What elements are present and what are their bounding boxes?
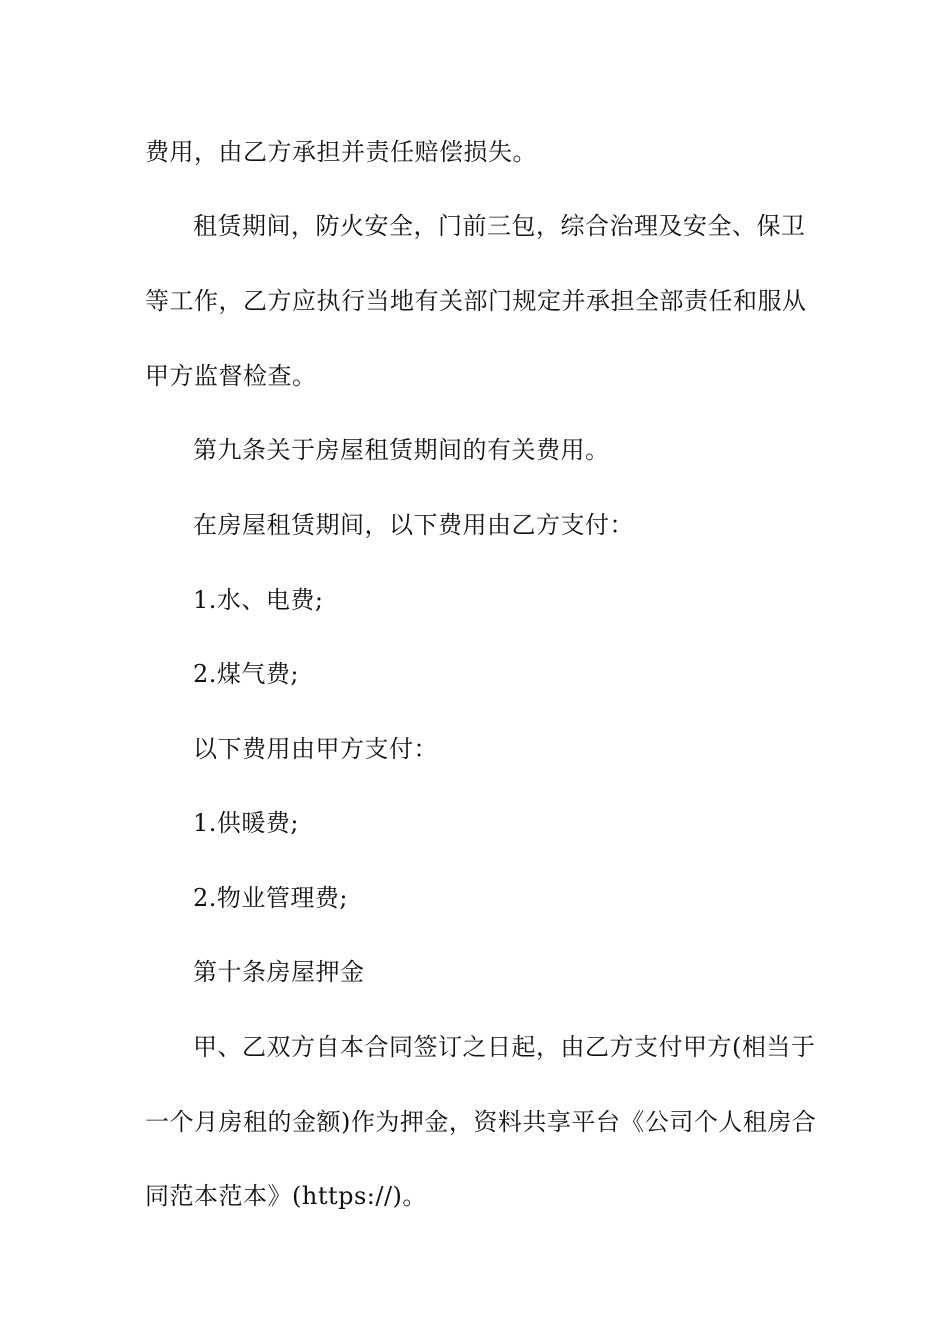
paragraph-line: 以下费用由甲方支付： <box>193 735 438 763</box>
list-item: 2.煤气费; <box>193 660 299 688</box>
paragraph-line: 在房屋租赁期间，以下费用由乙方支付： <box>193 511 634 539</box>
list-item: 2.物业管理费; <box>193 884 348 912</box>
text-line: 费用，由乙方承担并责任赔偿损失。 <box>145 138 537 166</box>
paragraph-line: 甲、乙双方自本合同签订之日起，由乙方支付甲方(相当于 <box>193 1033 816 1061</box>
text-line: 甲方监督检查。 <box>145 362 317 390</box>
text-line: 同范本范本》(https://)。 <box>145 1182 427 1210</box>
list-item: 1.水、电费; <box>193 586 324 614</box>
article-heading: 第九条关于房屋租赁期间的有关费用。 <box>193 436 610 464</box>
list-item: 1.供暖费; <box>193 809 299 837</box>
text-line: 一个月房租的金额)作为押金，资料共享平台《公司个人租房合 <box>145 1108 817 1136</box>
article-heading: 第十条房屋押金 <box>193 958 365 986</box>
paragraph-line: 租赁期间，防火安全，门前三包，综合治理及安全、保卫 <box>193 212 806 240</box>
text-line: 等工作，乙方应执行当地有关部门规定并承担全部责任和服从 <box>145 287 807 315</box>
